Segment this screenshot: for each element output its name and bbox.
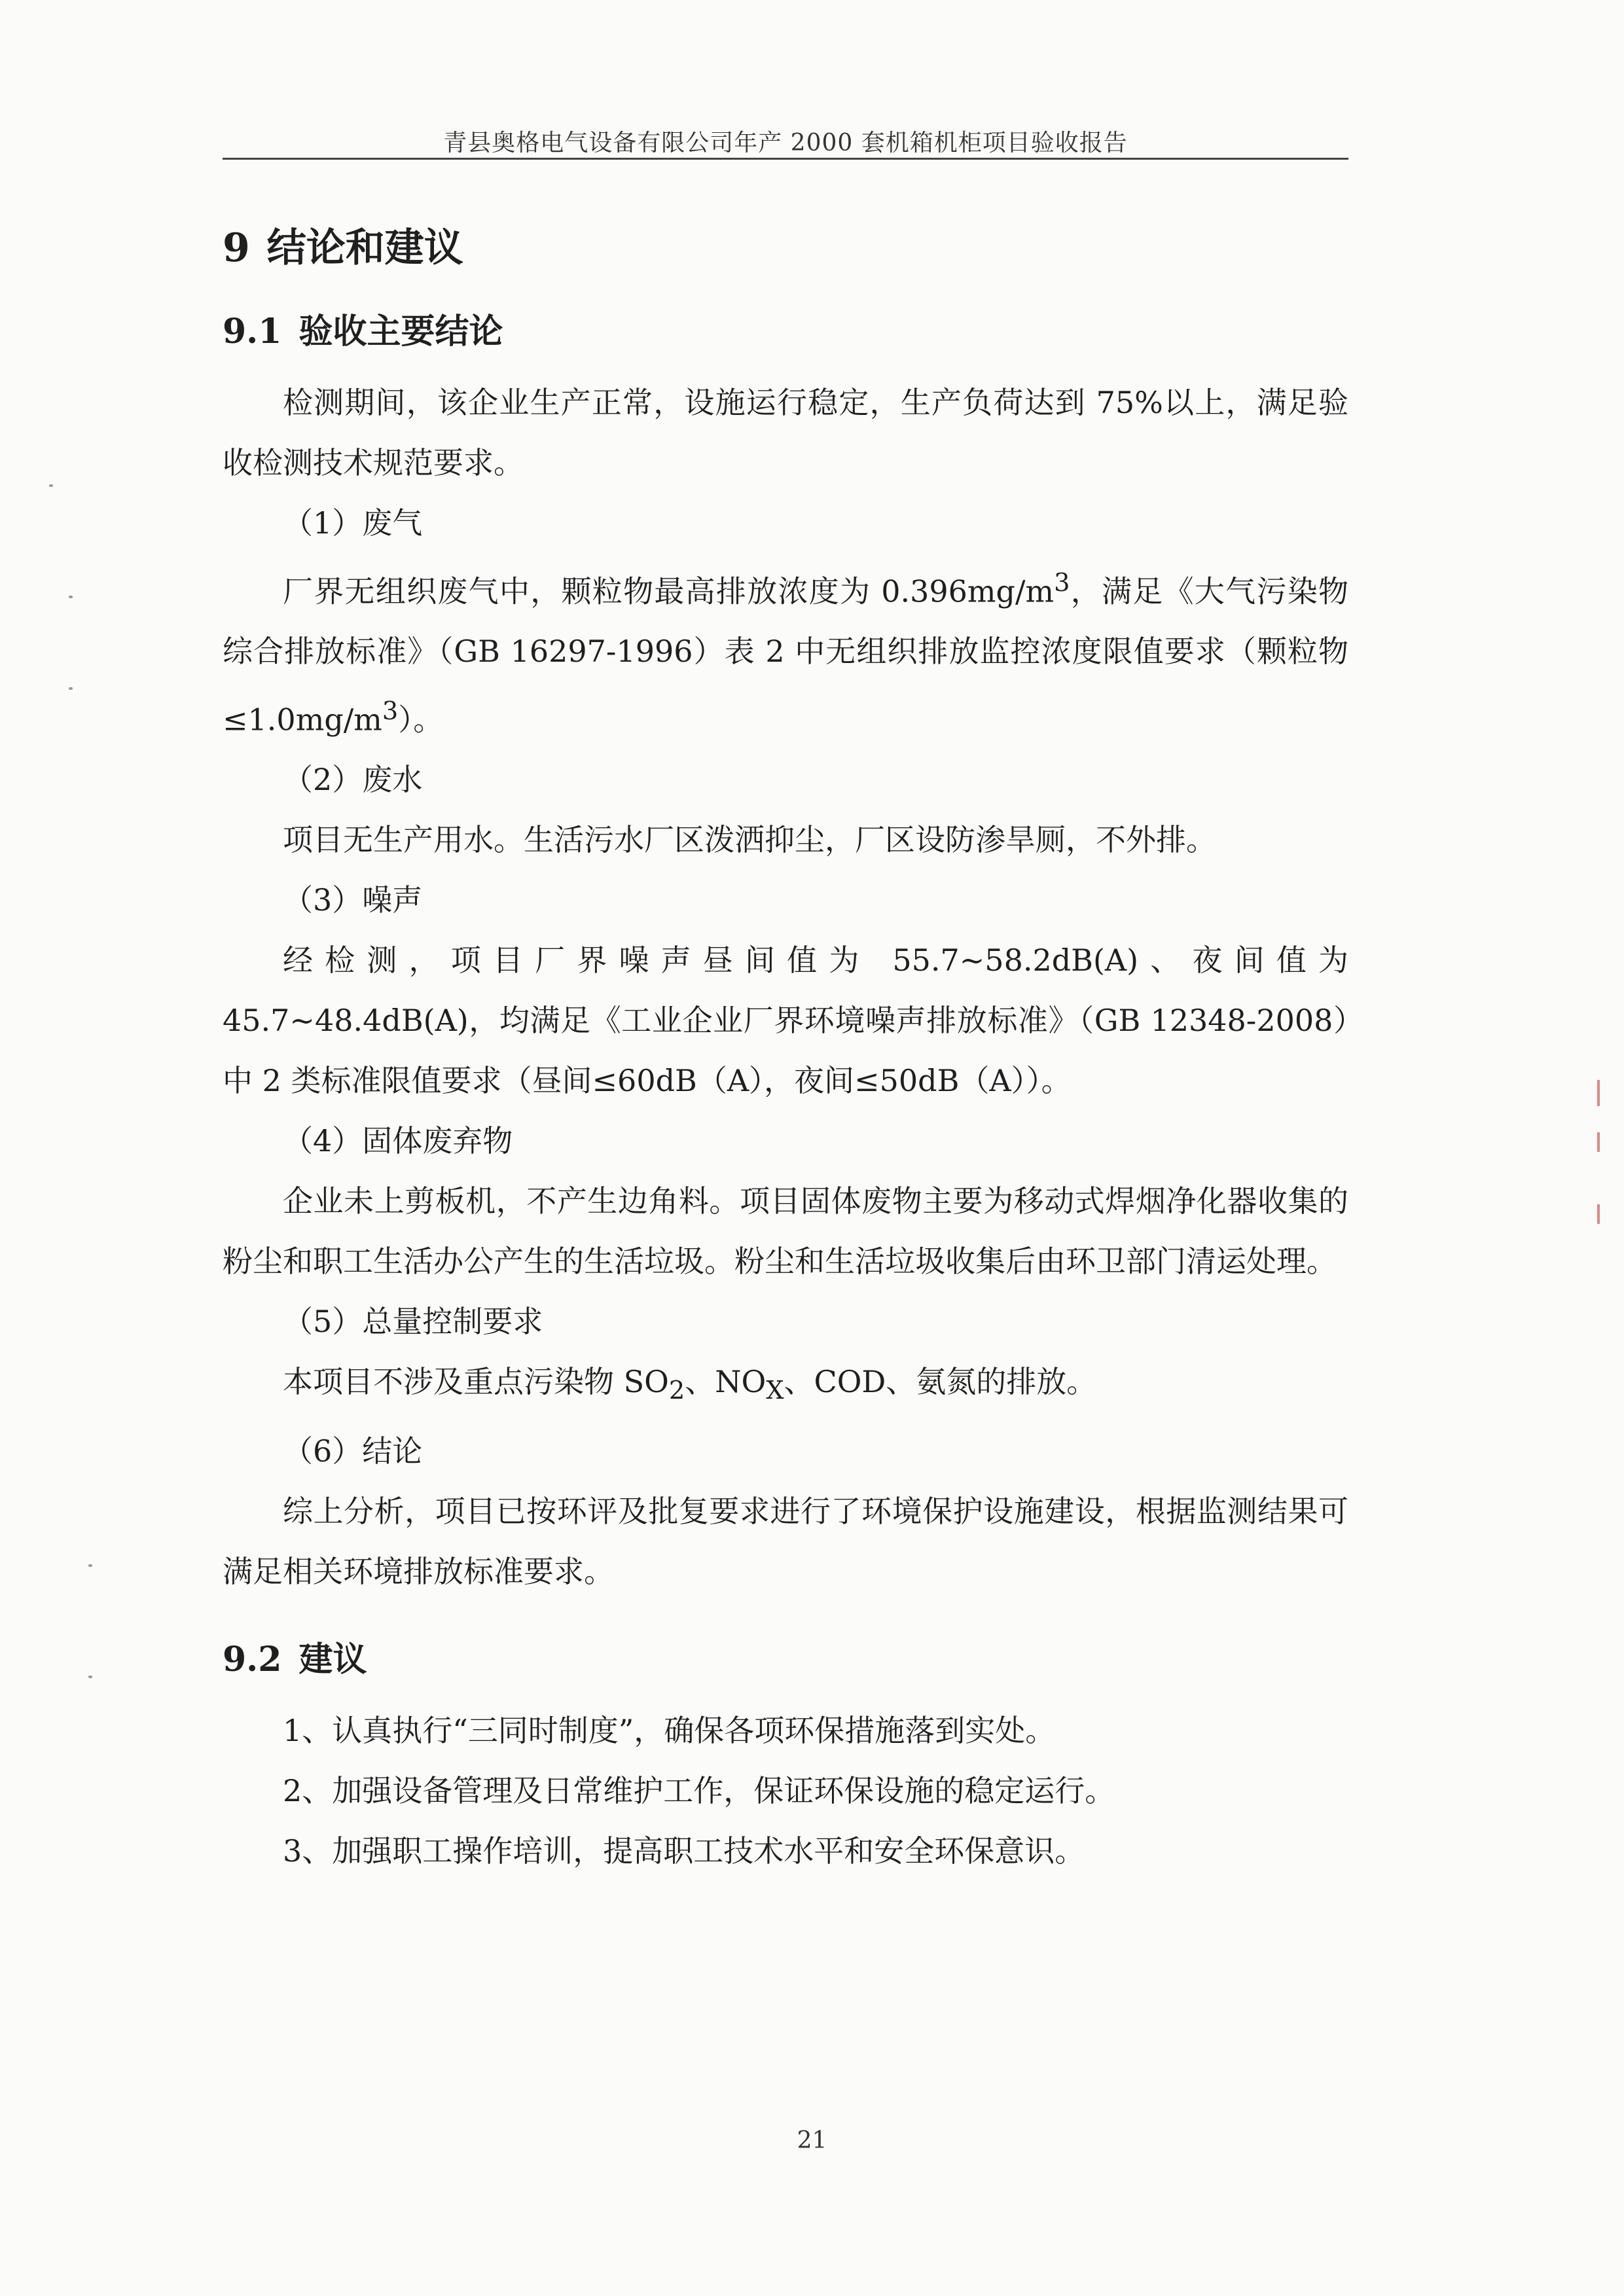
intro-paragraph: 检测期间，该企业生产正常，设施运行稳定，生产负荷达到 75%以上，满足验收检测技术规范要求。 <box>223 384 1348 480</box>
superscript: 3 <box>382 696 399 726</box>
section-heading-9-2 <box>223 1638 1348 1682</box>
chapter-title: 结论和建议 <box>266 225 463 271</box>
suggestion-item: 3、加强职工操作培训，提高职工技术水平和安全环保意识。 <box>283 1833 1085 1869</box>
section-number: 9.2 <box>223 1640 282 1680</box>
text-part: ）。 <box>398 702 444 738</box>
scan-speck <box>69 596 73 598</box>
item-label-conclusion: （6）结论 <box>283 1433 423 1469</box>
text-part: ，满足《大气污染物综合排放标准》（GB 16297-1996）表 2 中无组织排放监控浓度限值要求（颗粒物≤1.0mg/m <box>223 573 1349 738</box>
item-label-waste-water: （2）废水 <box>283 762 423 798</box>
item-label-solid-waste: （4）固体废弃物 <box>283 1123 513 1159</box>
text-part: 厂界无组织废气中，颗粒物最高排放浓度为 0.396mg/m <box>283 573 1055 609</box>
item-text-solid-waste: 企业未上剪板机，不产生边角料。项目固体废物主要为移动式焊烟净化器收集的粉尘和职工生活办公产生的生活垃圾。粉尘和生活垃圾收集后由环卫部门清运处理。 <box>223 1183 1348 1280</box>
scan-edge-mark <box>1597 1080 1600 1106</box>
item-text-total-control <box>223 1352 1348 1421</box>
text-part: 、NO <box>685 1364 767 1400</box>
item-text-waste-gas <box>223 553 1348 750</box>
scan-speck <box>49 484 53 487</box>
scan-edge-mark <box>1597 1132 1600 1152</box>
text-part: 、COD、氨氮的排放。 <box>784 1364 1097 1400</box>
subscript: 2 <box>668 1376 685 1406</box>
item-label-waste-gas: （1）废气 <box>283 505 423 541</box>
scan-speck <box>88 1676 92 1678</box>
scan-speck <box>69 687 73 690</box>
suggestion-item: 2、加强设备管理及日常维护工作，保证环保设施的稳定运行。 <box>283 1773 1115 1809</box>
item-text-waste-water: 项目无生产用水。生活污水厂区泼洒抑尘，厂区设防渗旱厕，不外排。 <box>283 822 1216 858</box>
item-text-noise: 经检测，项目厂界噪声昼间值为 55.7~58.2dB(A)、夜间值为 45.7~48.4dB(A)，均满足《工业企业厂界环境噪声排放标准》（GB 12348-2008）中 2 类标准限值要求（昼间≤60dB（A），夜间≤50dB（A））。 <box>223 942 1348 1099</box>
page-header: 青县奥格电气设备有限公司年产 2000 套机箱机柜项目验收报告 <box>443 130 1128 156</box>
section-number: 9.1 <box>223 312 282 351</box>
document-body <box>223 196 1348 1881</box>
scan-speck <box>88 1564 92 1567</box>
suggestion-item: 1、认真执行“三同时制度”，确保各项环保措施落到实处。 <box>283 1713 1056 1749</box>
superscript: 3 <box>1054 567 1070 598</box>
chapter-number: 9 <box>223 225 250 271</box>
item-label-noise: （3）噪声 <box>283 882 423 918</box>
subscript: X <box>766 1376 784 1406</box>
section-title: 建议 <box>298 1640 367 1680</box>
text-part: 本项目不涉及重点污染物 SO <box>283 1364 669 1400</box>
header-rule <box>223 158 1348 160</box>
chapter-heading <box>223 223 1348 274</box>
section-heading-9-1 <box>223 310 1348 354</box>
section-title: 验收主要结论 <box>298 312 503 351</box>
item-label-total-control: （5）总量控制要求 <box>283 1304 543 1340</box>
item-text-conclusion: 综上分析，项目已按环评及批复要求进行了环境保护设施建设，根据监测结果可满足相关环境排放标准要求。 <box>223 1494 1348 1590</box>
page-number: 21 <box>797 2127 827 2154</box>
scan-edge-mark <box>1597 1204 1600 1224</box>
